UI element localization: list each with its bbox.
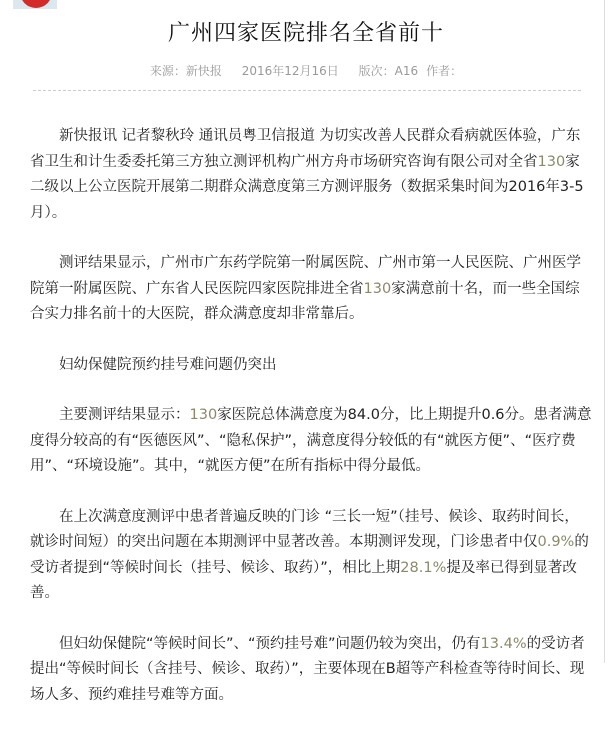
scrollbar-edge bbox=[604, 0, 605, 663]
paragraph: 在上次满意度测评中患者普遍反映的门诊 “三长一短”（挂号、候诊、取药时间长，就诊时间短）的突出问题在本期测评中显著改善。本期测评发现，门诊患者中仅0.9%的受访者提到“等候时间长（挂号、候诊、取药）”，相比上期28.1%提及率已得到显著改善。 bbox=[30, 508, 589, 601]
paragraph: 新快报讯 记者黎秋玲 通讯员粤卫信报道 为切实改善人民群众看病就医体验，广东省卫生和计生委委托第三方独立测评机构广州方舟市场研究咨询有限公司对全省130家二级以上公立医院开展第二期群众满意度第三方测评服务（数据采集时间为2016年3-5月）。 bbox=[30, 128, 584, 221]
author: 作者： bbox=[426, 64, 463, 78]
date: 2016年12月16日 bbox=[241, 64, 339, 78]
source: 来源：新快报 bbox=[149, 64, 222, 78]
edition: 版次：A16 bbox=[358, 64, 419, 78]
paragraph: 主要测评结果显示：130家医院总体满意度为84.0分，比上期提升0.6分。患者满意度得分较高的有“医德医风”、“隐私保护”，满意度得分较低的有“就医方便”、“医疗费用”、“环境设施”。其中，“就医方便”在所有指标中得分最低。 bbox=[30, 407, 592, 474]
paragraph: 测评结果显示，广州市广东药学院第一附属医院、广州市第一人民医院、广州医学院第一附属医院、广东省人民医院四家医院排进全省130家满意前十名，而一些全国综合实力排名前十的大医院，群众满意度却非常靠后。 bbox=[30, 255, 581, 322]
divider bbox=[33, 90, 581, 91]
logo-icon bbox=[20, 0, 52, 8]
article-body bbox=[30, 124, 592, 733]
subheading: 妇幼保健院预约挂号难问题仍突出 bbox=[59, 356, 277, 373]
site-logo[interactable] bbox=[13, 0, 57, 9]
article-meta bbox=[0, 62, 612, 79]
article-title: 广州四家医院排名全省前十 bbox=[167, 21, 444, 46]
paragraph: 但妇幼保健院“等候时间长”、“预约挂号难”问题仍较为突出，仍有13.4%的受访者提出“等候时间长（含挂号、候诊、取药）”，主要体现在B超等产科检查等待时间长、现场人多、预约难挂号难等方面。 bbox=[30, 635, 585, 703]
